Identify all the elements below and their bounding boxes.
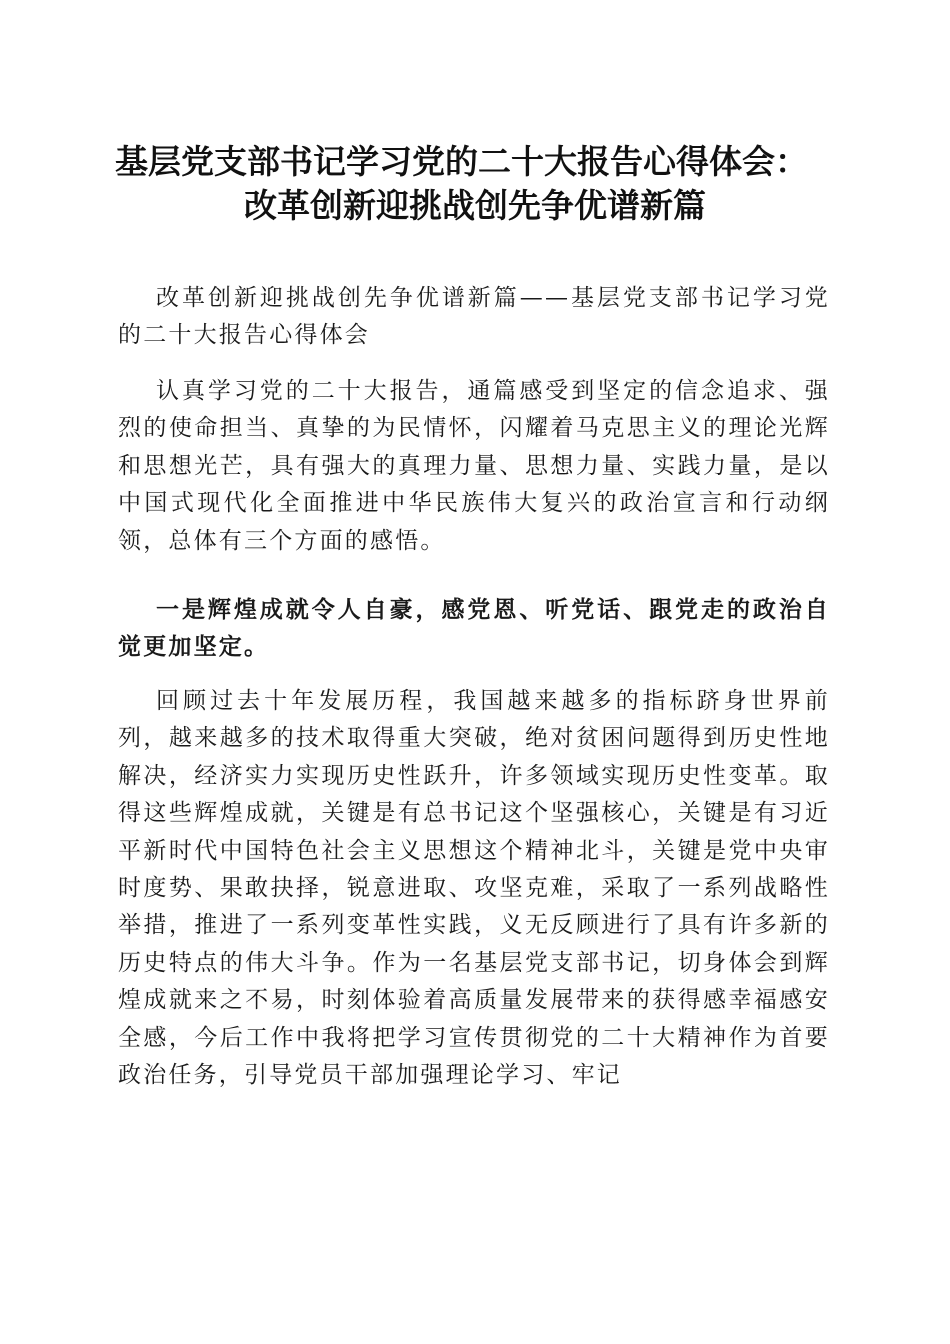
paragraph-body: 回顾过去十年发展历程，我国越来越多的指标跻身世界前列，越来越多的技术取得重大突破，绝对贫困问题得到历史性地解决，经济实力实现历史性跃升，许多领域实现历史性变革。取得这些辉煌成就，关键是有总书记这个坚强核心，关键是有习近平新时代中国特色社会主义思想这个精神北斗，关键是党中央审时度势、果敢抉择，锐意进取、攻坚克难，采取了一系列战略性举措，推进了一系列变革性实践，义无反顾进行了具有许多新的历史特点的伟大斗争。作为一名基层党支部书记，切身体会到辉煌成就来之不易，时刻体验着高质量发展带来的获得感幸福感安全感，今后工作中我将把学习宣传贯彻党的二十大精神作为首要政治任务，引导党员干部加强理论学习、牢记 <box>118 688 830 1089</box>
paragraph-heading-point-one: 一是辉煌成就令人自豪，感党恩、听党话、跟党走的政治自觉更加坚定。 <box>118 596 830 661</box>
document-title-line-2: 改革创新迎挑战创先争优谱新篇 <box>244 186 706 225</box>
document-title-line-1: 基层党支部书记学习党的二十大报告心得体会： <box>115 142 808 181</box>
paragraph-intro: 认真学习党的二十大报告，通篇感受到坚定的信念追求、强烈的使命担当、真挚的为民情怀，闪耀着马克思主义的理论光辉和思想光芒，具有强大的真理力量、思想力量、实践力量，是以中国式现代化全面推进中华民族伟大复兴的政治宣言和行动纲领，总体有三个方面的感悟。 <box>118 378 830 554</box>
paragraph-subtitle: 改革创新迎挑战创先争优谱新篇——基层党支部书记学习党的二十大报告心得体会 <box>118 285 830 349</box>
